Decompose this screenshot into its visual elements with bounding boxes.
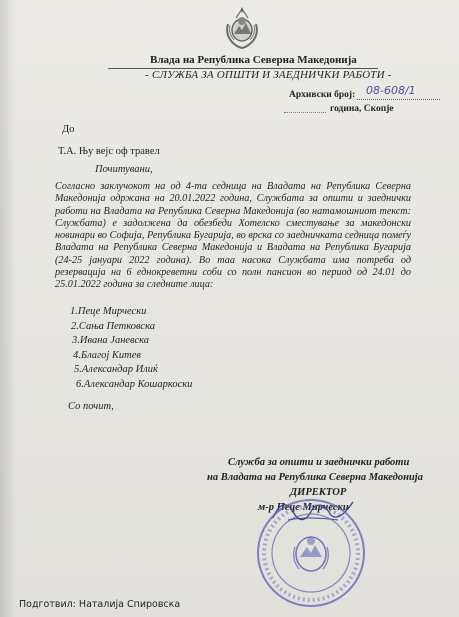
date-line (284, 112, 326, 113)
archive-number-line (357, 99, 440, 100)
header-divider (108, 68, 378, 69)
list-item: 1.Пеце Мирчески (70, 306, 147, 317)
government-name: Влада на Република Северна Македонија (150, 54, 357, 66)
list-item: 5.Александар Илиќ (74, 364, 158, 376)
body-paragraph: Согласно заклучокот на од 4-та седница на Владата на Република Северна Македонија одржана на 20.01.2022 година, Службата за општи и заеднички работи на Владата на Република Северна Македонија (во натамошниот текст: Службата) е задолжена да обезбеди Хотелско сместување за македонски новинари во Софија, Република Бугарија, во врска со заедничката седница помеѓу Владата на Република Северна Македонија и Владата на Република Бугарија (24-25 јануари 2022 година). Во таа насока Службата има потреба од резервација на 6 еднокреветни соби со полн пансион во период од 24.01 до 25.01.2022 година за следните лица: (55, 181, 411, 291)
service-name: - СЛУЖБА ЗА ОПШТИ И ЗАЕДНИЧКИ РАБОТИ - (145, 69, 392, 81)
signature-name: м-р Пеце Мирчески (258, 502, 349, 513)
list-item: 4.Благој Китев (73, 349, 141, 361)
list-item: 3.Ивана Јаневска (72, 335, 150, 347)
signature-service: Служба за општи и заеднички работи (228, 457, 410, 468)
closing: Со почит, (68, 401, 114, 412)
signature-title: ДИРЕКТОР (290, 487, 347, 498)
official-stamp-icon (255, 497, 367, 609)
list-item: 2.Сања Петковска (71, 320, 155, 332)
archive-number-label: Архивски број: (289, 90, 356, 100)
to-label: До (62, 124, 75, 135)
list-item: 6.Александар Кошаркоски (76, 378, 193, 390)
signature-government: на Владата на Република Северна Македонија (207, 472, 423, 483)
coat-of-arms-icon (222, 4, 262, 50)
prepared-by: Подготвил: Наталија Спировска (19, 599, 181, 610)
persons-list (70, 305, 192, 393)
archive-number-handwritten: 08-608/1 (366, 84, 416, 97)
salutation: Почитувани, (95, 164, 153, 175)
recipient-name: Т.А. Њу вејс оф травел (58, 146, 160, 157)
year-place: година, Скопје (330, 104, 394, 114)
